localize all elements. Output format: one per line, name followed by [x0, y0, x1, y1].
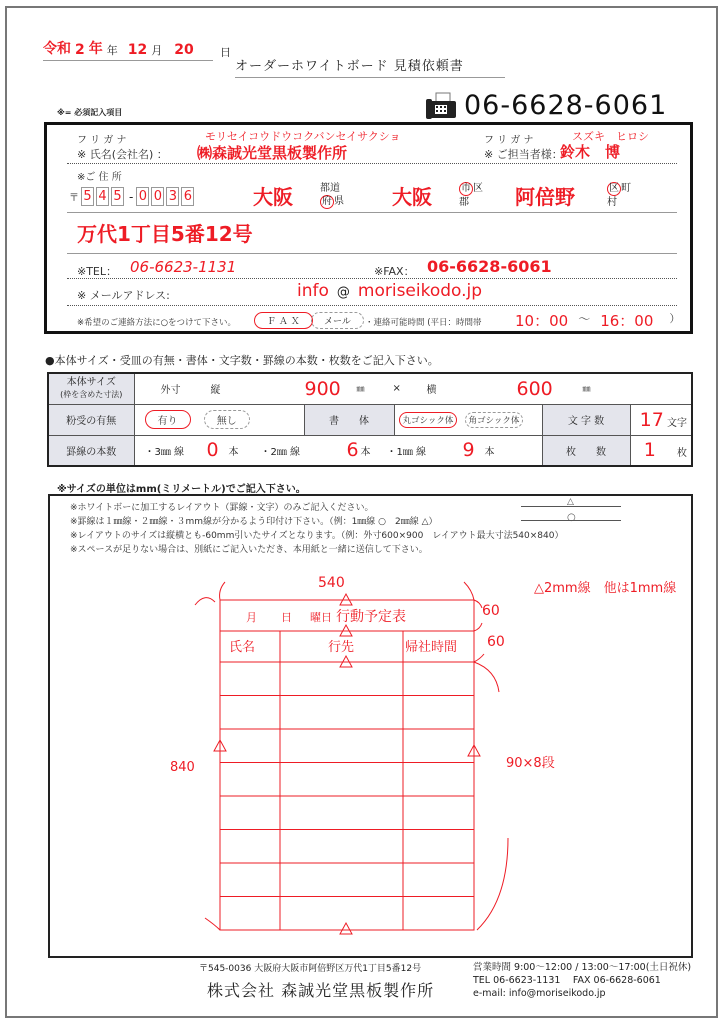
sketch-col-header: 氏名 — [229, 640, 256, 655]
year-value: 2 — [75, 42, 85, 58]
times-sign: × — [392, 383, 401, 395]
year-label: 年 — [106, 44, 118, 57]
contact-hours-label: ・連絡可能時間 (平日：時間帯 — [365, 318, 482, 328]
address-line-value[interactable]: 万代1丁目5番12号 — [77, 222, 253, 246]
chars-label: 文 字 数 — [542, 404, 630, 435]
month-label: 月 — [151, 44, 163, 57]
ward-value[interactable]: 阿倍野 — [515, 185, 575, 209]
fax-machine-icon — [424, 92, 458, 120]
bracket-arc — [477, 838, 508, 930]
outer-label: 外寸 — [160, 385, 181, 397]
sketch-title-text: 行動予定表 — [336, 609, 406, 625]
line2-unit: 本 — [360, 446, 371, 458]
line3-value[interactable]: 0 — [206, 439, 219, 462]
ward-option-cho[interactable]: 町 — [621, 183, 631, 194]
line1-unit: 本 — [484, 446, 495, 458]
pref-option-ken[interactable]: 県 — [334, 196, 344, 207]
email-label: ※ メールアドレス: — [77, 289, 170, 302]
footer-contact — [473, 961, 691, 1000]
footer-tel-fax: TEL 06-6623-1131 FAX 06-6628-6061 — [473, 975, 661, 986]
line2-label: ・2㎜ 線 — [260, 446, 301, 458]
ward-option-ku-selected[interactable]: 区 — [609, 183, 619, 194]
footer-address: 〒545-0036 大阪府大阪市阿倍野区万代1丁目5番12号 — [199, 964, 422, 974]
legend-circle-icon: ○ — [567, 512, 576, 523]
hours-from: 10：00 — [515, 312, 569, 330]
zip-mark: 〒 — [69, 193, 79, 204]
unit-note: ※サイズの単位はmm(ミリメートル)でご記入下さい。 — [57, 484, 306, 495]
fax-value[interactable]: 06-6628-6061 — [427, 257, 552, 276]
bracket-arc — [464, 582, 474, 600]
line-note-annotation: △2mm線 他は1mm線 — [534, 581, 677, 596]
year-suffix: 年 — [88, 41, 103, 57]
name-value[interactable]: ㈱森誠光堂黒板製作所 — [197, 144, 348, 162]
bracket-arc — [474, 654, 484, 662]
sketch-title-row — [246, 606, 406, 626]
zip-digit: 3 — [166, 187, 179, 206]
zip-digit: 4 — [96, 187, 109, 206]
required-note: ※= 必須記入項目 — [57, 108, 123, 117]
prefecture-type-options[interactable] — [320, 182, 344, 209]
sketch-col-header: 行先 — [328, 640, 355, 655]
sheets-unit: 枚 — [677, 448, 687, 460]
name-label: ※ 氏名(会社名) ： — [77, 148, 168, 161]
form-title: オーダーホワイトボード 見積依頼書 — [235, 55, 505, 78]
spec-table — [47, 372, 693, 467]
layout-sketch — [50, 496, 695, 960]
lines-label: 罫線の本数 — [48, 435, 134, 466]
triangle-2mm-icon — [340, 923, 352, 934]
font-square[interactable]: 角ゴシック体 — [465, 412, 524, 428]
email-at: @ — [336, 285, 350, 300]
layout-drawing-area[interactable] — [48, 494, 693, 958]
layout-note: ※スペースが足りない場合は、別紙にご記入いただき、本用紙と一緒に送信して下さい。 — [70, 545, 428, 555]
pref-option-fu-selected[interactable]: 府 — [322, 196, 332, 207]
sketch-month: 月 — [246, 611, 257, 624]
contact-method-fax-selected[interactable]: Ｆ Ａ Ｘ — [254, 312, 313, 329]
chars-value[interactable]: 17 — [639, 408, 664, 431]
footer-email: e-mail: info@moriseikodo.jp — [473, 988, 606, 999]
zip-digit: 0 — [151, 187, 164, 206]
furigana-label: フ リ ガ ナ — [77, 135, 127, 146]
email-domain: moriseikodo.jp — [357, 281, 483, 301]
line1-label: ・1㎜ 線 — [386, 446, 427, 458]
spec-row-tray-font — [48, 404, 692, 435]
width-value[interactable]: 600 — [516, 377, 553, 400]
bracket-arc — [474, 600, 482, 608]
rows-annotation: 90×8段 — [506, 756, 555, 771]
zip-digit: 5 — [111, 187, 124, 206]
sketch-day: 日 — [281, 611, 292, 624]
spec-row-size — [48, 373, 692, 404]
footer-company: 株式会社 森誠光堂黒板製作所 — [207, 981, 435, 1000]
legend-triangle-icon: △ — [567, 497, 574, 507]
width-unit: ㎜ — [582, 384, 591, 394]
fax-number-header: 06-6628-6061 — [464, 90, 668, 121]
email-user: info — [297, 281, 329, 301]
contact-method-mail[interactable]: メール — [311, 312, 364, 329]
zip-digit: 0 — [136, 187, 149, 206]
row1-height-annotation: 60 — [482, 603, 500, 619]
sketch-col-header: 帰社時間 — [405, 640, 458, 655]
height-unit: ㎜ — [356, 384, 365, 394]
sketch-weekday: 曜日 — [310, 611, 332, 624]
divider — [67, 253, 677, 254]
tray-yes-selected[interactable]: 有り — [145, 410, 191, 429]
height-annotation: 840 — [170, 760, 195, 775]
line1-value[interactable]: 9 — [462, 439, 475, 462]
bracket-arc — [195, 598, 215, 605]
pref-option-do[interactable]: 道 — [330, 183, 340, 194]
height-label: 縦 — [210, 385, 221, 397]
sheets-value[interactable]: 1 — [643, 439, 656, 462]
divider — [67, 212, 677, 213]
layout-note: ※罫線は１㎜線・２㎜線・３mm線が分かるよう印付け下さい。（例：1㎜線 ○ 2㎜線 △） — [70, 517, 438, 527]
name-furigana-value[interactable]: モリセイコウドウコクバンセイサクショ — [205, 130, 401, 143]
size-sublabel: (枠を含めた寸法) — [60, 389, 123, 399]
city-option-shi-selected[interactable]: 市 — [461, 183, 471, 194]
person-label: ※ ご担当者様： — [484, 148, 563, 161]
bracket-arc — [220, 582, 225, 600]
hours-tilde: ～ — [578, 312, 591, 326]
date-field[interactable] — [43, 41, 213, 61]
zip-digit: 6 — [181, 187, 194, 206]
ward-option-son[interactable]: 村 — [607, 197, 617, 208]
chars-unit: 文字 — [667, 417, 687, 429]
layout-note: ※レイアウトのサイズは縦横とも-60mm引いたサイズとなります。（例：外寸600×900 レイアウト最大寸法540×840） — [70, 531, 564, 541]
contact-section — [44, 122, 693, 334]
line3-label: ・3㎜ 線 — [144, 446, 185, 458]
zip-dash: - — [129, 189, 134, 204]
spec-row-lines — [48, 435, 692, 466]
era: 令和 — [43, 41, 71, 57]
ward-type-options[interactable] — [607, 182, 631, 209]
font-label: 書 体 — [304, 404, 394, 435]
hours-to: 16：00 — [600, 312, 654, 330]
width-annotation: 540 — [318, 575, 345, 591]
divider — [67, 305, 677, 306]
zip-digit: 5 — [81, 187, 94, 206]
city-option-ku[interactable]: 区 — [473, 183, 483, 194]
line2-value[interactable]: 6 — [346, 439, 359, 462]
font-round-selected[interactable]: 丸ゴシック体 — [399, 412, 458, 428]
contact-method-label: ※希望のご連絡方法に○をつけて下さい。 — [77, 318, 237, 328]
zip-code-field[interactable] — [69, 187, 196, 206]
city-type-options[interactable] — [459, 182, 483, 209]
sheets-label: 枚 数 — [542, 435, 630, 466]
tray-label: 粉受の有無 — [48, 404, 134, 435]
spec-section-title: ●本体サイズ・受皿の有無・書体・文字数・罫線の本数・枚数をご記入下さい。 — [45, 354, 439, 367]
width-label: 横 — [426, 385, 437, 397]
fax-label: ※FAX： — [374, 265, 415, 278]
bracket-arc — [474, 623, 482, 631]
address-label: ※ご 住 所 — [77, 172, 122, 183]
bracket-arc — [474, 662, 499, 692]
city-option-gun[interactable]: 郡 — [459, 197, 469, 208]
footer-hours: 営業時間 9:00～12:00 / 13:00～17:00(土日祝休) — [473, 962, 692, 973]
row2-height-annotation: 60 — [487, 634, 505, 650]
hours-close: ） — [669, 312, 681, 325]
layout-note: ※ホワイトボーに加工するレイアウト（罫線・文字）のみご記入ください。 — [70, 503, 374, 513]
divider — [67, 163, 677, 164]
pref-option-to[interactable]: 都 — [320, 183, 330, 194]
divider — [67, 278, 677, 279]
line3-unit: 本 — [228, 446, 239, 458]
person-furigana-value[interactable]: スズキ ヒロシ — [572, 130, 649, 143]
day-value: 20 — [174, 42, 194, 58]
email-field[interactable] — [297, 281, 482, 301]
fax-header — [424, 90, 667, 121]
month-value: 12 — [127, 42, 148, 58]
day-label: 日 — [220, 46, 231, 59]
contact-hours-field[interactable] — [515, 310, 680, 331]
prefecture-value[interactable]: 大阪 — [253, 185, 293, 209]
person-value[interactable]: 鈴木 博 — [560, 143, 621, 161]
tel-value[interactable]: 06-6623-1131 — [130, 258, 237, 276]
height-value[interactable]: 900 — [304, 377, 341, 400]
estimate-request-form — [5, 6, 718, 1018]
city-value[interactable]: 大阪 — [392, 185, 432, 209]
person-furigana-label: フ リ ガ ナ — [484, 135, 534, 146]
tel-label: ※TEL： — [77, 265, 118, 278]
size-label: 本体サイズ — [66, 376, 116, 388]
tray-no[interactable]: 無し — [204, 410, 250, 429]
bracket-arc — [205, 918, 220, 930]
